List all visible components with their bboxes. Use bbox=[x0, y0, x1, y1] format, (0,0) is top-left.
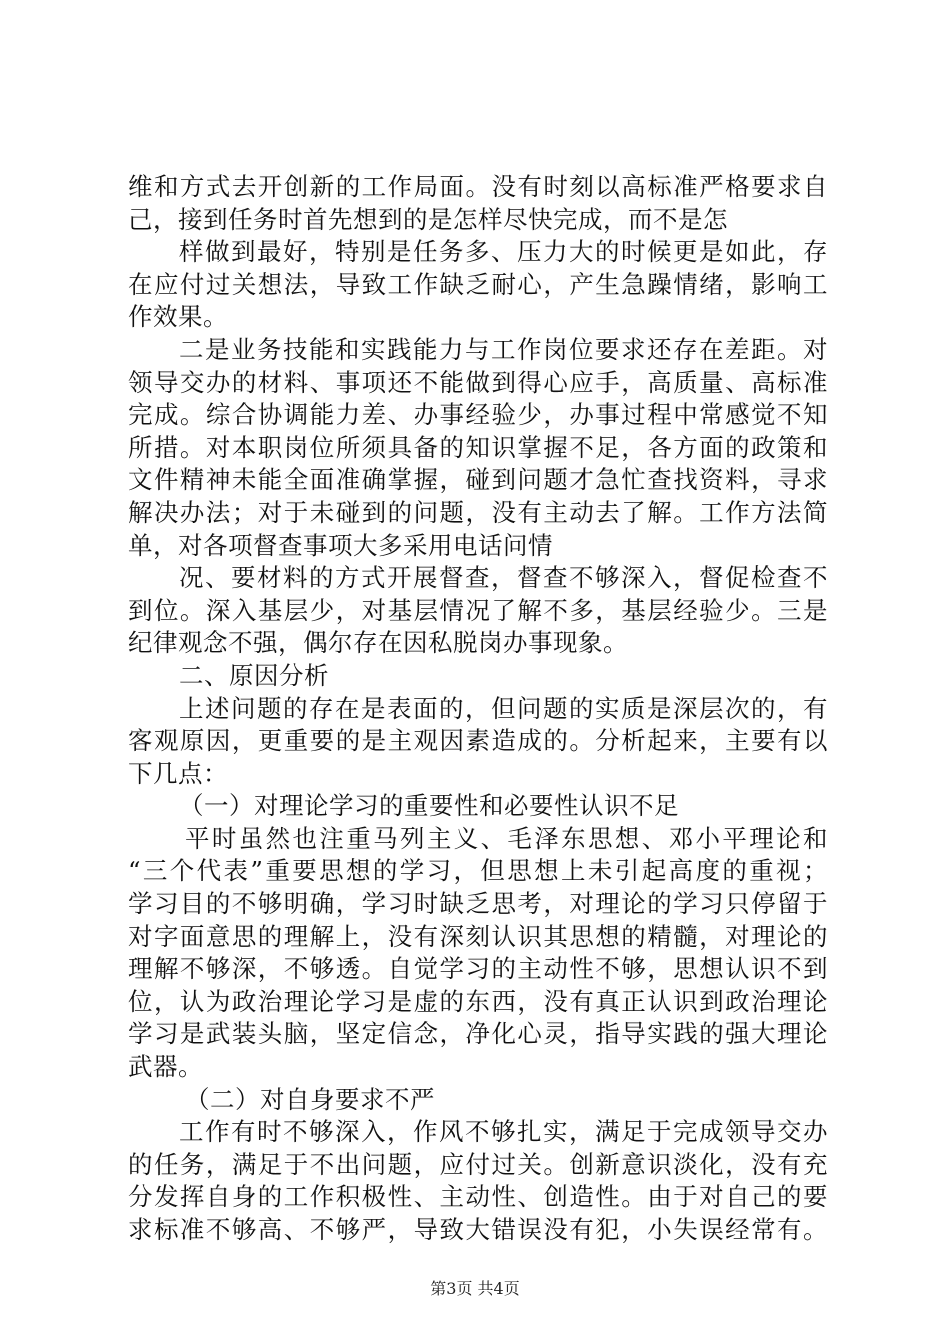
text-line: 武器。 bbox=[128, 1052, 203, 1082]
text-line: 在应付过关想法，导致工作缺乏耐心，产生急躁情绪，影响工 bbox=[128, 269, 828, 299]
text-line: 对字面意思的理解上，没有深刻认识其思想的精髓，对理论的 bbox=[128, 921, 828, 951]
text-line: （二）对自身要求不严 bbox=[185, 1084, 435, 1114]
text-line: 学习目的不够明确，学习时缺乏思考，对理论的学习只停留于 bbox=[128, 889, 828, 919]
text-line: （一）对理论学习的重要性和必要性认识不足 bbox=[179, 791, 679, 821]
text-line: 的任务，满足于不出问题，应付过关。创新意识淡化，没有充 bbox=[128, 1149, 828, 1179]
text-line: 二是业务技能和实践能力与工作岗位要求还存在差距。对 bbox=[179, 334, 828, 364]
text-line: 位，认为政治理论学习是虚的东西，没有真正认识到政治理论 bbox=[128, 986, 828, 1016]
text-line: 下几点： bbox=[128, 758, 228, 788]
text-line: 上述问题的存在是表面的，但问题的实质是深层次的，有 bbox=[179, 693, 828, 723]
page-footer: 第3页 共4页 bbox=[430, 1279, 520, 1298]
text-line: 分发挥自身的工作积极性、主动性、创造性。由于对自己的要 bbox=[128, 1182, 828, 1212]
text-line: 学习是武装头脑，坚定信念，净化心灵，指导实践的强大理论 bbox=[128, 1019, 828, 1049]
text-line: 客观原因，更重要的是主观因素造成的。分析起来，主要有以 bbox=[128, 726, 828, 756]
text-line: 所措。对本职岗位所须具备的知识掌握不足，各方面的政策和 bbox=[128, 432, 828, 462]
text-line: 况、要材料的方式开展督查，督查不够深入，督促检查不 bbox=[179, 563, 828, 593]
text-line: 维和方式去开创新的工作局面。没有时刻以高标准严格要求自 bbox=[128, 172, 828, 201]
text-line: 己，接到任务时首先想到的是怎样尽快完成，而不是怎 bbox=[128, 204, 728, 234]
text-line: 二、原因分析 bbox=[179, 660, 329, 690]
text-line: 样做到最好，特别是任务多、压力大的时候更是如此，存 bbox=[179, 237, 828, 267]
text-line: 单，对各项督查事项大多采用电话问情 bbox=[128, 530, 553, 560]
text-line: 作效果。 bbox=[128, 302, 228, 332]
text-line: 平时虽然也注重马列主义、毛泽东思想、邓小平理论和 bbox=[185, 823, 828, 853]
text-line: 文件精神未能全面准确掌握，碰到问题才急忙查找资料，寻求 bbox=[128, 465, 828, 495]
text-line: 工作有时不够深入，作风不够扎实，满足于完成领导交办 bbox=[179, 1117, 828, 1147]
text-line: 解决办法；对于未碰到的问题，没有主动去了解。工作方法简 bbox=[128, 497, 828, 527]
text-line: 理解不够深，不够透。自觉学习的主动性不够，思想认识不到 bbox=[128, 954, 828, 984]
text-line: 完成。综合协调能力差、办事经验少，办事过程中常感觉不知 bbox=[128, 400, 828, 430]
text-line: “三个代表”重要思想的学习，但思想上未引起高度的重视； bbox=[128, 856, 828, 886]
text-line: 到位。深入基层少，对基层情况了解不多，基层经验少。三是 bbox=[128, 595, 828, 625]
text-line: 领导交办的材料、事项还不能做到得心应手，高质量、高标准 bbox=[128, 367, 828, 397]
text-line: 纪律观念不强，偶尔存在因私脱岗办事现象。 bbox=[128, 628, 628, 658]
document-body bbox=[128, 171, 828, 1247]
text-line: 求标准不够高、不够严，导致大错误没有犯，小失误经常有。 bbox=[128, 1215, 828, 1244]
